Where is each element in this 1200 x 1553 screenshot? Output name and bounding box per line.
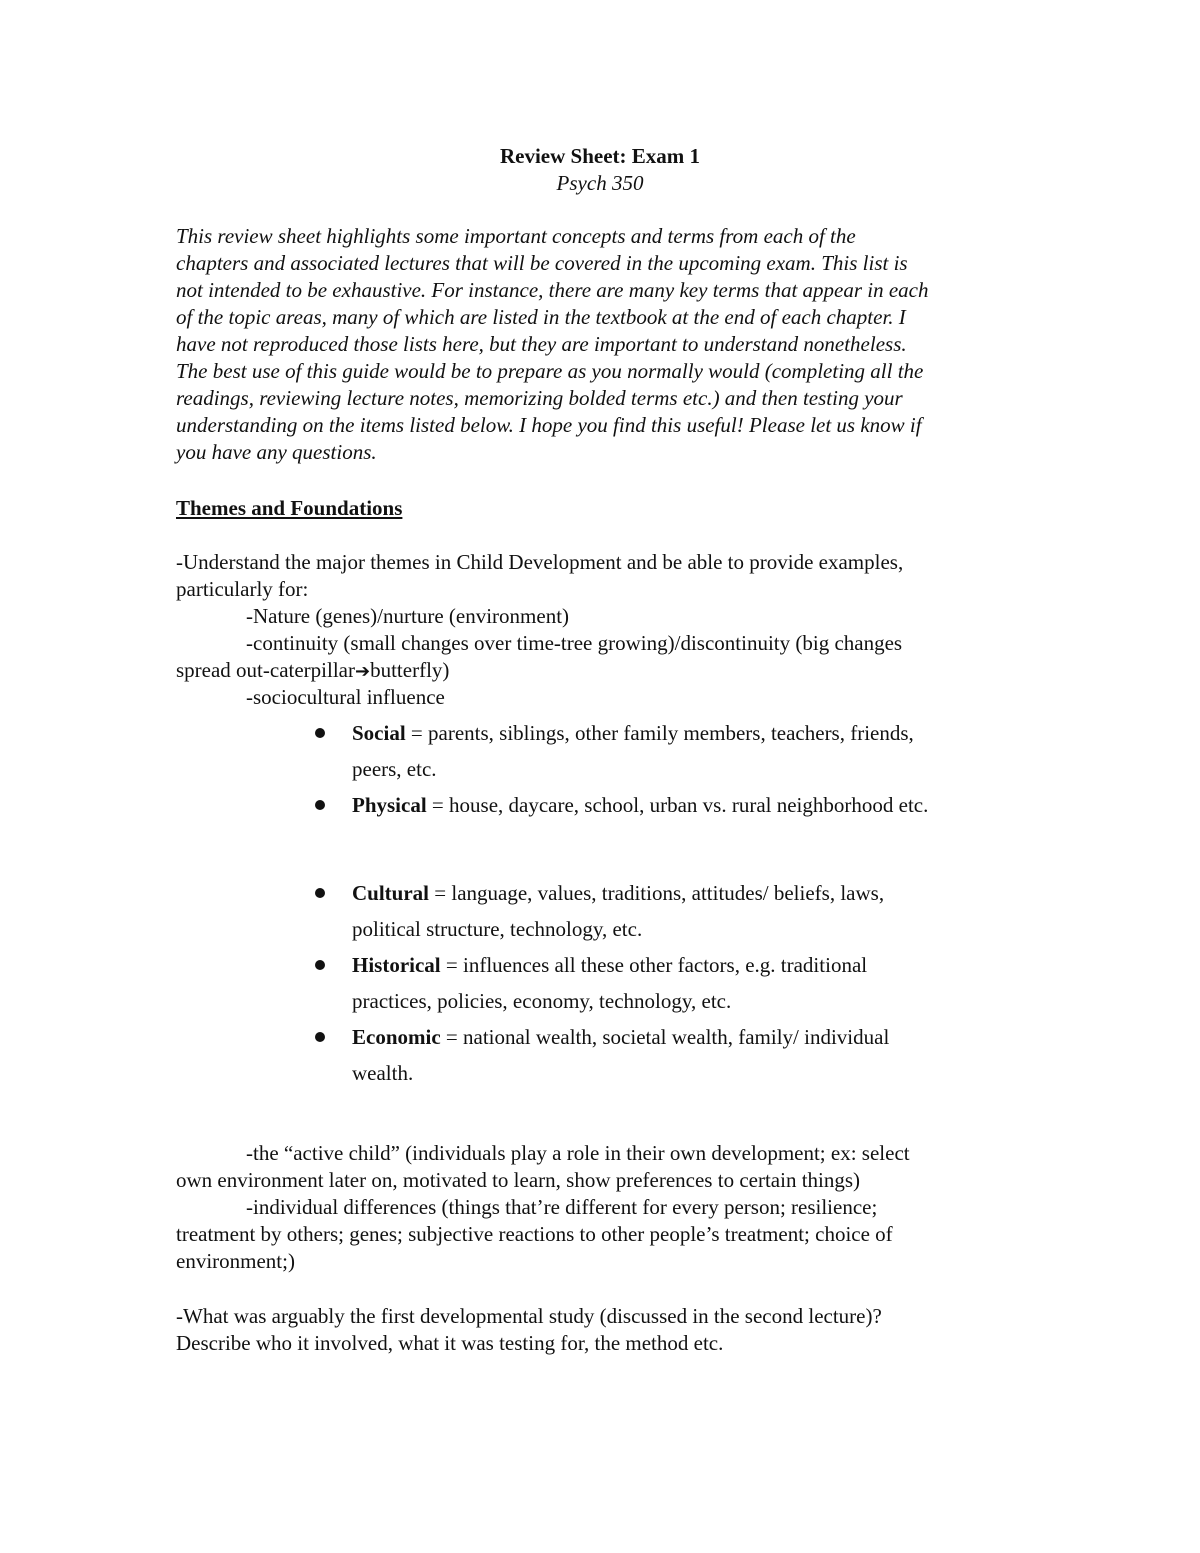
active-child-item-continued: own environment later on, motivated to learn, show preferences to certain things): [176, 1168, 861, 1192]
nature-nurture-item: -Nature (genes)/nurture (environment): [246, 604, 570, 628]
bullet-line: peers, etc.: [352, 757, 437, 781]
bullet-line: political structure, technology, etc.: [352, 917, 643, 941]
intro-line: you have any questions.: [176, 440, 377, 464]
arrow-icon: ➔: [355, 661, 371, 682]
bullet-text: = national wealth, societal wealth, family/ individual: [440, 1025, 890, 1049]
bullet-line: practices, policies, economy, technology, etc.: [352, 989, 732, 1013]
bullet-icon: [315, 960, 325, 970]
bullet-line: wealth.: [352, 1061, 414, 1085]
individual-differences-item: -individual differences (things that’re different for every person; resilience;: [246, 1195, 878, 1219]
list-item: [352, 715, 1012, 787]
bullet-icon: [315, 888, 325, 898]
understand-line: -Understand the major themes in Child Development and be able to provide examples,: [176, 550, 904, 574]
list-item: [352, 875, 1012, 947]
intro-line: readings, reviewing lecture notes, memorizing bolded terms etc.) and then testing your: [176, 386, 903, 410]
continuity-item: -continuity (small changes over time-tree growing)/discontinuity (big changes: [246, 631, 903, 655]
bullet-line: [352, 787, 1012, 823]
bullet-icon: [315, 1032, 325, 1042]
intro-paragraph: [176, 223, 1046, 466]
first-study-question-continued: Describe who it involved, what it was testing for, the method etc.: [176, 1331, 724, 1355]
continuity-text: spread out-caterpillar: [176, 658, 355, 682]
bullet-line: [352, 715, 1012, 751]
intro-line: of the topic areas, many of which are listed in the textbook at the end of each chapter. I: [176, 305, 906, 329]
bullet-term: Social: [352, 721, 406, 745]
individual-differences-item-continued: treatment by others; genes; subjective reactions to other people’s treatment; choice of: [176, 1222, 893, 1246]
continuity-text: butterfly): [370, 658, 450, 682]
understand-line: particularly for:: [176, 577, 309, 601]
sociocultural-item: -sociocultural influence: [246, 685, 445, 709]
intro-line: chapters and associated lectures that will be covered in the upcoming exam. This list is: [176, 251, 908, 275]
bullet-term: Physical: [352, 793, 427, 817]
page-title: Review Sheet: Exam 1: [499, 144, 701, 168]
individual-differences-item-continued: environment;): [176, 1249, 295, 1273]
active-child-item: -the “active child” (individuals play a role in their own development; ex: select: [246, 1141, 910, 1165]
course-subtitle: Psych 350: [556, 171, 644, 195]
bullet-term: Cultural: [352, 881, 430, 905]
bullet-term: Economic: [352, 1025, 441, 1049]
bullet-icon: [315, 728, 325, 738]
bullet-line: [352, 947, 1012, 983]
section-heading: Themes and Foundations: [176, 496, 403, 520]
bullet-term: Historical: [352, 953, 441, 977]
bullet-text: = influences all these other factors, e.g. traditional: [440, 953, 868, 977]
bullet-text: = language, values, traditions, attitudes/ beliefs, laws,: [429, 881, 885, 905]
list-item: [352, 787, 1012, 823]
bullet-line: [352, 1019, 1012, 1055]
bullet-text: = parents, siblings, other family members, teachers, friends,: [405, 721, 914, 745]
bullet-text: = house, daycare, school, urban vs. rural neighborhood etc.: [426, 793, 929, 817]
intro-line: This review sheet highlights some important concepts and terms from each of the: [176, 224, 856, 248]
bullet-icon: [315, 800, 325, 810]
intro-line: understanding on the items listed below. I hope you find this useful! Please let us know if: [176, 413, 922, 437]
list-item: [352, 947, 1012, 1019]
first-study-question: -What was arguably the first developmental study (discussed in the second lecture)?: [176, 1304, 882, 1328]
continuity-item-continued: [176, 657, 449, 685]
intro-line: The best use of this guide would be to prepare as you normally would (completing all the: [176, 359, 924, 383]
intro-line: not intended to be exhaustive. For instance, there are many key terms that appear in each: [176, 278, 929, 302]
list-item: [352, 1019, 1012, 1091]
intro-line: have not reproduced those lists here, but they are important to understand nonetheless.: [176, 332, 907, 356]
bullet-line: [352, 875, 1012, 911]
